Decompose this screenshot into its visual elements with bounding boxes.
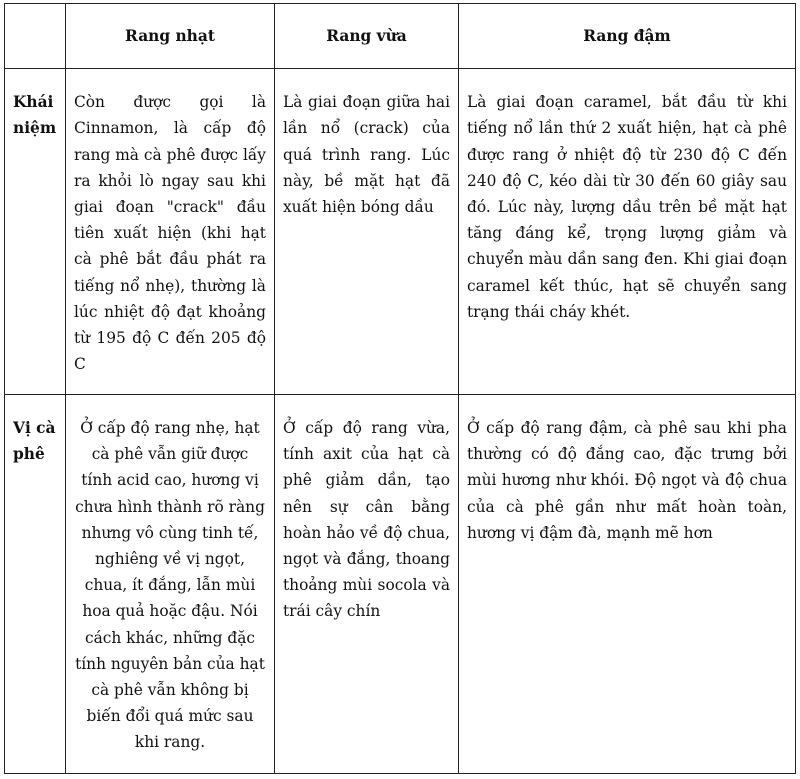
concept-medium-roast: Là giai đoạn giữa hai lần nổ (crack) của quá trình rang. Lúc này, bề mặt hạt đã xuất hiện bóng dầu	[275, 69, 459, 395]
row-label-concept: Khái niệm	[5, 69, 66, 395]
header-medium-roast: Rang vừa	[275, 4, 459, 69]
taste-light-roast: Ở cấp độ rang nhẹ, hạt cà phê vẫn giữ được tính acid cao, hương vị chưa hình thành rõ ràng nhưng vô cùng tinh tế, nghiêng về vị ngọt, chua, ít đắng, lẫn mùi hoa quả hoặc đậu. Nói cách khác, những đặc tính nguyên bản của hạt cà phê vẫn không bị biến đổi quá mức sau khi rang.	[66, 395, 275, 774]
header-row	[5, 4, 796, 69]
taste-dark-roast: Ở cấp độ rang đậm, cà phê sau khi pha thường có độ đắng cao, đặc trưng bởi mùi hương như khói. Độ ngọt và độ chua của cà phê gần như mất hoàn toàn, hương vị đậm đà, mạnh mẽ hơn	[459, 395, 796, 774]
concept-light-roast: Còn được gọi là Cinnamon, là cấp độ rang mà cà phê được lấy ra khỏi lò ngay sau khi giai đoạn "crack" đầu tiên xuất hiện (khi hạt cà phê bắt đầu phát ra tiếng nổ nhẹ), thường là lúc nhiệt độ đạt khoảng từ 195 độ C đến 205 độ C	[66, 69, 275, 395]
roast-comparison-table	[4, 3, 796, 774]
header-light-roast: Rang nhạt	[66, 4, 275, 69]
table-row	[5, 69, 796, 395]
row-label-taste: Vị cà phê	[5, 395, 66, 774]
table-row	[5, 395, 796, 774]
header-dark-roast: Rang đậm	[459, 4, 796, 69]
corner-cell	[5, 4, 66, 69]
taste-medium-roast: Ở cấp độ rang vừa, tính axit của hạt cà phê giảm dần, tạo nên sự cân bằng hoàn hảo về độ chua, ngọt và đắng, thoang thoảng mùi socola và trái cây chín	[275, 395, 459, 774]
concept-dark-roast: Là giai đoạn caramel, bắt đầu từ khi tiếng nổ lần thứ 2 xuất hiện, hạt cà phê được rang ở nhiệt độ từ 230 độ C đến 240 độ C, kéo dài từ 30 đến 60 giây sau đó. Lúc này, lượng dầu trên bề mặt hạt tăng đáng kể, trọng lượng giảm và chuyển màu dần sang đen. Khi giai đoạn caramel kết thúc, hạt sẽ chuyển sang trạng thái cháy khét.	[459, 69, 796, 395]
